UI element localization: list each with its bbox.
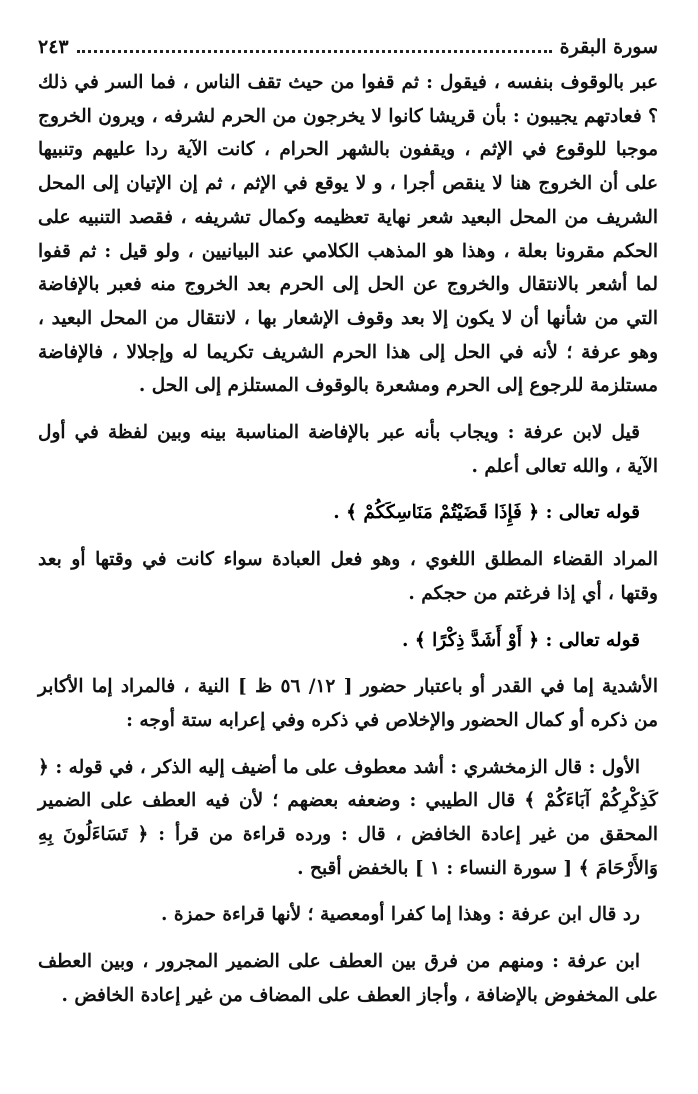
paragraph-hamza-reading: رد قال ابن عرفة : وهذا إما كفرا أومعصية ؛ لأنها قراءة حمزة . [160, 904, 640, 926]
paragraph-majrur-distinction: ابن عرفة : ومنهم من فرق بين العطف على الضمير المجرور ، وبين العطف على المخفوض بالإضافة ، وأجاز العطف على المضاف من غير إعادة الخافض . [38, 951, 658, 1006]
paragraph-verse-manasik: قوله تعالى : ﴿ فَإِذَا قَضَيْتُمْ مَنَاسِكَكُمْ ﴾ . [333, 502, 640, 524]
surah-title: سورة البقرة [559, 36, 658, 58]
running-header [38, 30, 658, 64]
paragraph-qada-meaning: المراد القضاء المطلق اللغوي ، وهو فعل العبادة سواء كانت في وقتها أو بعد وقتها ، أي إذا فرغتم من حجكم . [38, 549, 658, 604]
header-dotted-leader [77, 50, 552, 53]
paragraph-verse-ashadd: قوله تعالى : ﴿ أَوْ أَشَدَّ ذِكْرًا ﴾ . [401, 629, 640, 651]
page-number: ٢٤٣ [38, 36, 69, 58]
paragraph-zamakhshari: الأول : قال الزمخشري : أشد معطوف على ما أضيف إليه الذكر ، في قوله : ﴿ كَذِكْرِكُمْ آبَاءَكُمْ ﴾ قال الطيبي : وضعفه بعضهم ؛ لأن فيه العطف على الضمير المحقق من غير إعادة الخافض ، قال : ورده قراءة من قرأ : ﴿ تَسَاءَلُونَ بِهِ وَالأَرْحَامَ ﴾ [ سورة النساء : ١ ] بالخفض أقبح . [38, 756, 658, 879]
paragraph-commentary-ifada: عبر بالوقوف بنفسه ، فيقول : ثم قفوا من حيث تقف الناس ، فما السر في ذلك ؟ فعادتهم يجيبون : بأن قريشا كانوا لا يخرجون من الحرم لشرفه ، ويرون الخروج موجبا للوقوع في الإثم ، ويقفون بالشهر الحرام ، كانت الآية ردا عليهم وتنبيها على أن الخروج هنا لا ينقص أجرا ، و لا يوقع في الإثم ، ثم إن الإتيان إلى المحل الشريف من المحل البعيد شعر نهاية تعظيمه وكمال تشريفه ، فقصد التنبيه على الحكم مقرونا بعلة ، وهذا هو المذهب الكلامي عند البيانيين ، ولو قيل : ثم قفوا لما أشعر بالانتقال والخروج عن الحل إلى الحرم بعد الخروج منه فعبر بالإفاضة التي من شأنها أن لا يكون إلا بعد وقوف الإشعار بها ، لانتقال من المحل البعيد ، وهو عرفة ؛ لأنه في الحل إلى هذا الحرم الشريف تكريما له وإجلالا ، فالإفاضة مستلزمة للرجوع إلى الحرم ومشعرة بالوقوف المستلزم إلى الحل . [38, 72, 658, 397]
paragraph-ibn-arafa-reply: قيل لابن عرفة : ويجاب بأنه عبر بالإفاضة المناسبة بينه وبين لفظة في أول الآية ، والله تعالى أعلم . [38, 422, 658, 477]
paragraph-ashaddiya: الأشدية إما في القدر أو باعتبار حضور [ ١٢/ ٥٦ ظ ] النية ، فالمراد إما الأكابر من ذكره أو كمال الحضور والإخلاص في ذكره وفي إعرابه ستة أوجه : [38, 676, 659, 731]
